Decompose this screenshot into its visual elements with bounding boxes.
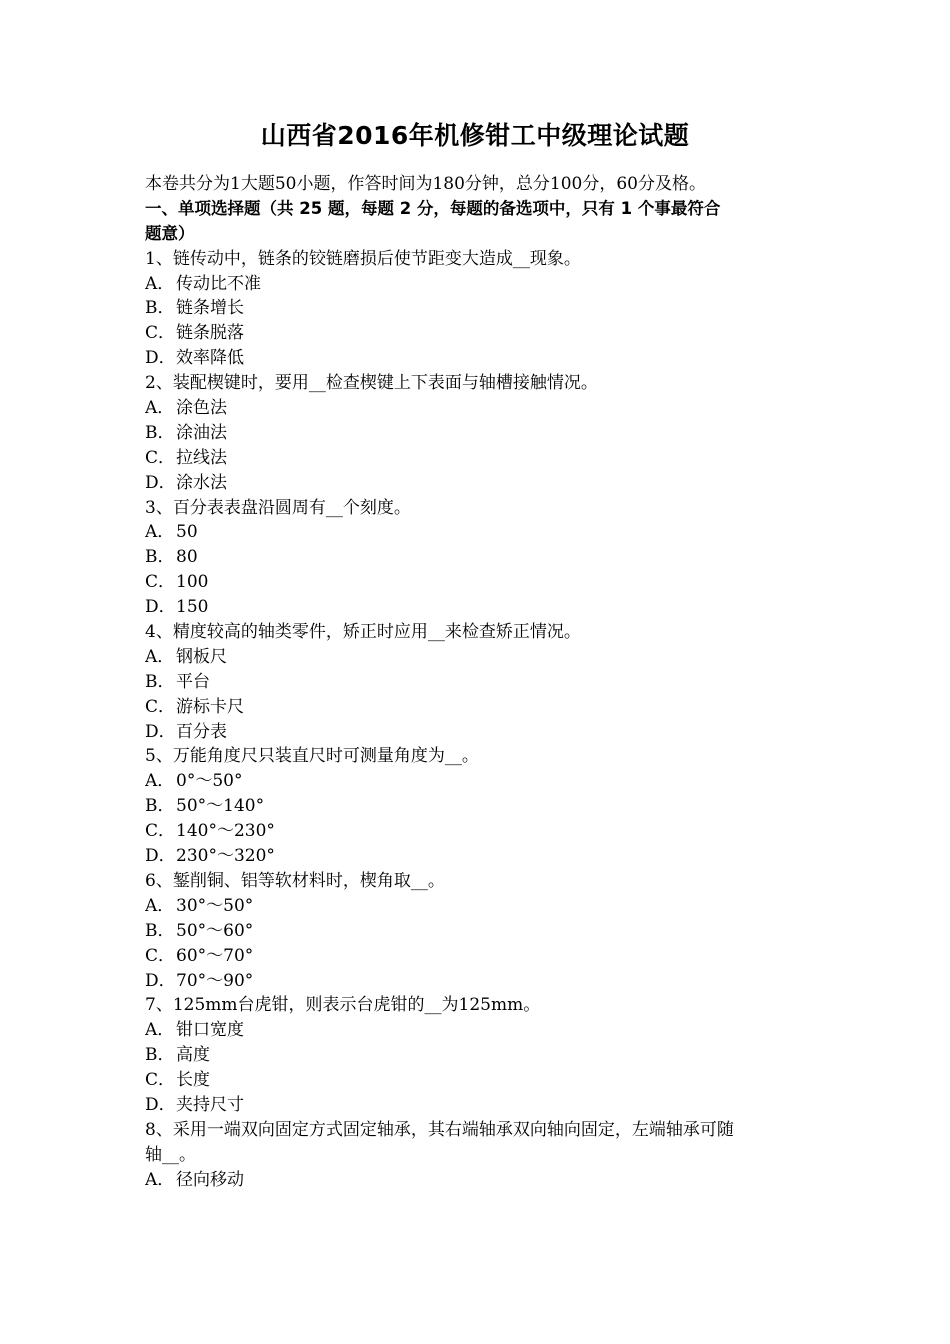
answer-option — [145, 1093, 815, 1118]
option-letter: B． — [145, 422, 175, 443]
option-text: 钢板尺 — [176, 646, 227, 667]
option-text: 0°～50° — [176, 771, 243, 792]
option-letter: A． — [145, 398, 175, 419]
question-list — [145, 247, 815, 1193]
option-letter: C． — [145, 696, 176, 717]
option-text: 涂水法 — [176, 472, 227, 493]
option-letter: A． — [145, 1169, 175, 1190]
option-text: 140°～230° — [176, 821, 275, 842]
option-text: 长度 — [176, 1070, 210, 1091]
answer-option — [145, 1018, 815, 1043]
option-letter: A． — [145, 771, 175, 792]
option-text: 夹持尺寸 — [176, 1094, 244, 1115]
option-text: 涂色法 — [176, 398, 227, 419]
answer-option — [145, 769, 815, 794]
question-stem: 3、百分表表盘沿圆周有__个刻度。 — [145, 497, 411, 518]
answer-option — [145, 670, 815, 695]
option-text: 50 — [176, 522, 198, 543]
option-letter: C． — [145, 323, 176, 344]
option-text: 50°～140° — [176, 796, 265, 817]
option-text: 径向移动 — [176, 1169, 244, 1190]
option-letter: B． — [145, 547, 175, 568]
answer-option — [145, 396, 815, 421]
answer-option — [145, 720, 815, 745]
answer-option — [145, 1068, 815, 1093]
answer-option — [145, 919, 815, 944]
option-letter: D． — [145, 597, 176, 618]
option-text: 150 — [176, 597, 209, 618]
option-letter: D． — [145, 721, 176, 742]
option-text: 80 — [176, 547, 198, 568]
option-letter: B． — [145, 920, 175, 941]
option-text: 涂油法 — [176, 422, 227, 443]
section-heading-line-2: 题意） — [145, 223, 195, 243]
option-text: 百分表 — [176, 721, 227, 742]
option-text: 50°～60° — [176, 920, 254, 941]
option-letter: A． — [145, 646, 175, 667]
option-text: 100 — [176, 572, 209, 593]
option-text: 30°～50° — [176, 895, 254, 916]
option-letter: B． — [145, 671, 175, 692]
option-text: 平台 — [176, 671, 210, 692]
answer-option — [145, 794, 815, 819]
answer-option — [145, 545, 815, 570]
answer-option — [145, 321, 815, 346]
question-stem: 8、采用一端双向固定方式固定轴承，其右端轴承双向轴向固定，左端轴承可随 — [145, 1119, 734, 1140]
option-text: 230°～320° — [176, 846, 275, 867]
option-letter: A． — [145, 522, 175, 543]
answer-option — [145, 520, 815, 545]
answer-option — [145, 272, 815, 297]
question-stem: 2、装配楔键时，要用__检查楔键上下表面与轴槽接触情况。 — [145, 373, 598, 394]
answer-option — [145, 695, 815, 720]
answer-option — [145, 1168, 815, 1193]
option-text: 高度 — [176, 1045, 210, 1066]
answer-option — [145, 296, 815, 321]
answer-option — [145, 446, 815, 471]
option-letter: C． — [145, 821, 176, 842]
option-text: 链条脱落 — [176, 323, 244, 344]
option-letter: C． — [145, 447, 176, 468]
question-stem-continued: 轴__。 — [145, 1144, 196, 1165]
exam-content — [145, 172, 815, 1193]
option-letter: D． — [145, 970, 176, 991]
question-stem: 7、125mm台虎钳，则表示台虎钳的__为125mm。 — [145, 995, 541, 1016]
option-letter: A． — [145, 895, 175, 916]
answer-option — [145, 346, 815, 371]
question-stem: 6、錾削铜、铝等软材料时，楔角取__。 — [145, 870, 445, 891]
option-letter: B． — [145, 1045, 175, 1066]
page-title: 山西省2016年机修钳工中级理论试题 — [260, 121, 690, 150]
option-letter: B． — [145, 298, 175, 319]
option-letter: D． — [145, 1094, 176, 1115]
section-heading-line-1: 一、单项选择题（共 25 题，每题 2 分，每题的备选项中，只有 1 个事最符合 — [145, 198, 721, 218]
option-text: 70°～90° — [176, 970, 254, 991]
option-letter: C． — [145, 1070, 176, 1091]
option-text: 钳口宽度 — [176, 1020, 244, 1041]
question-stem: 4、精度较高的轴类零件，矫正时应用__来检查矫正情况。 — [145, 622, 581, 643]
question-stem: 5、万能角度尺只装直尺时可测量角度为__。 — [145, 746, 479, 767]
answer-option — [145, 595, 815, 620]
option-letter: D． — [145, 846, 176, 867]
answer-option — [145, 894, 815, 919]
answer-option — [145, 471, 815, 496]
option-letter: B． — [145, 796, 175, 817]
question-stem: 1、链传动中，链条的铰链磨损后使节距变大造成__现象。 — [145, 248, 581, 269]
option-text: 60°～70° — [176, 945, 254, 966]
option-text: 游标卡尺 — [176, 696, 244, 717]
option-letter: D． — [145, 472, 176, 493]
answer-option — [145, 969, 815, 994]
answer-option — [145, 645, 815, 670]
answer-option — [145, 421, 815, 446]
option-letter: C． — [145, 945, 176, 966]
option-letter: A． — [145, 1020, 175, 1041]
answer-option — [145, 570, 815, 595]
exam-intro: 本卷共分为1大题50小题，作答时间为180分钟，总分100分，60分及格。 — [145, 174, 706, 194]
answer-option — [145, 819, 815, 844]
answer-option — [145, 944, 815, 969]
option-text: 效率降低 — [176, 348, 244, 369]
answer-option — [145, 844, 815, 869]
option-text: 拉线法 — [176, 447, 227, 468]
option-letter: D． — [145, 348, 176, 369]
option-letter: C． — [145, 572, 176, 593]
answer-option — [145, 1043, 815, 1068]
option-letter: A． — [145, 273, 175, 294]
option-text: 链条增长 — [176, 298, 244, 319]
option-text: 传动比不准 — [176, 273, 261, 294]
